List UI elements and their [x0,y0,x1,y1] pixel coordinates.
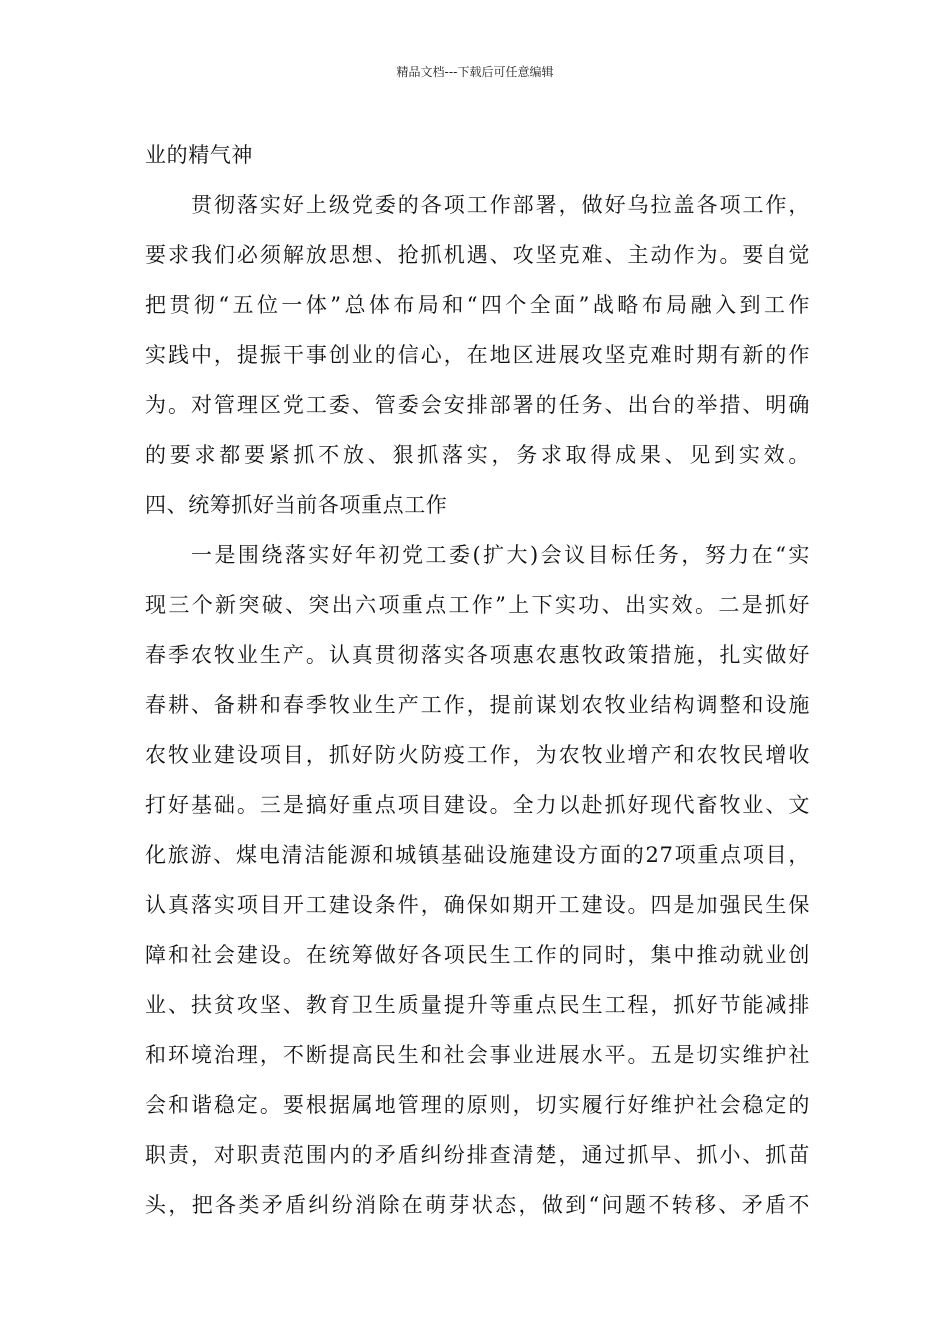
text-line: 打好基础。三是搞好重点项目建设。全力以赴抓好现代畜牧业、文 [145,793,810,817]
text-line: 障和社会建设。在统筹做好各项民生工作的同时，集中推动就业创 [145,943,810,967]
text-line: 的要求都要紧抓不放、狠抓落实，务求取得成果、见到实效。 [145,443,810,467]
text-line: 头，把各类矛盾纠纷消除在萌芽状态，做到“问题不转移、矛盾不 [145,1193,810,1217]
text-line: 职责，对职责范围内的矛盾纠纷排查清楚，通过抓早、抓小、抓苗 [145,1143,810,1167]
text-line: 会和谐稳定。要根据属地管理的原则，切实履行好维护社会稳定的 [145,1093,810,1117]
text-line: 要求我们必须解放思想、抢抓机遇、攻坚克难、主动作为。要自觉 [145,243,810,267]
text-line: 业、扶贫攻坚、教育卫生质量提升等重点民生工程，抓好节能减排 [145,993,810,1017]
text-line: 贯彻落实好上级党委的各项工作部署，做好乌拉盖各项工作， [191,193,810,217]
text-line: 和环境治理，不断提高民生和社会事业进展水平。五是切实维护社 [145,1043,810,1067]
text-line: 为。对管理区党工委、管委会安排部署的任务、出台的举措、明确 [145,393,810,417]
document-body [145,130,810,1230]
text-line: 现三个新突破、突出六项重点工作”上下实功、出实效。二是抓好 [145,593,810,617]
text-line: 一是围绕落实好年初党工委(扩大)会议目标任务，努力在“实 [191,543,810,567]
text-line: 实践中，提振干事创业的信心，在地区进展攻坚克难时期有新的作 [145,343,810,367]
section-heading: 四、统筹抓好当前各项重点工作 [145,493,448,517]
text-line: 业的精气神 [145,143,253,167]
page-header: 精品文档---下载后可任意编辑 [396,65,554,79]
text-line: 化旅游、煤电清洁能源和城镇基础设施建设方面的27项重点项目， [145,843,810,867]
text-line: 春耕、备耕和春季牧业生产工作，提前谋划农牧业结构调整和设施 [145,693,810,717]
text-line: 农牧业建设项目，抓好防火防疫工作，为农牧业增产和农牧民增收 [145,743,810,767]
text-line: 把贯彻“五位一体”总体布局和“四个全面”战略布局融入到工作 [145,293,810,317]
text-line: 春季农牧业生产。认真贯彻落实各项惠农惠牧政策措施，扎实做好 [145,643,810,667]
text-line: 认真落实项目开工建设条件，确保如期开工建设。四是加强民生保 [145,893,810,917]
